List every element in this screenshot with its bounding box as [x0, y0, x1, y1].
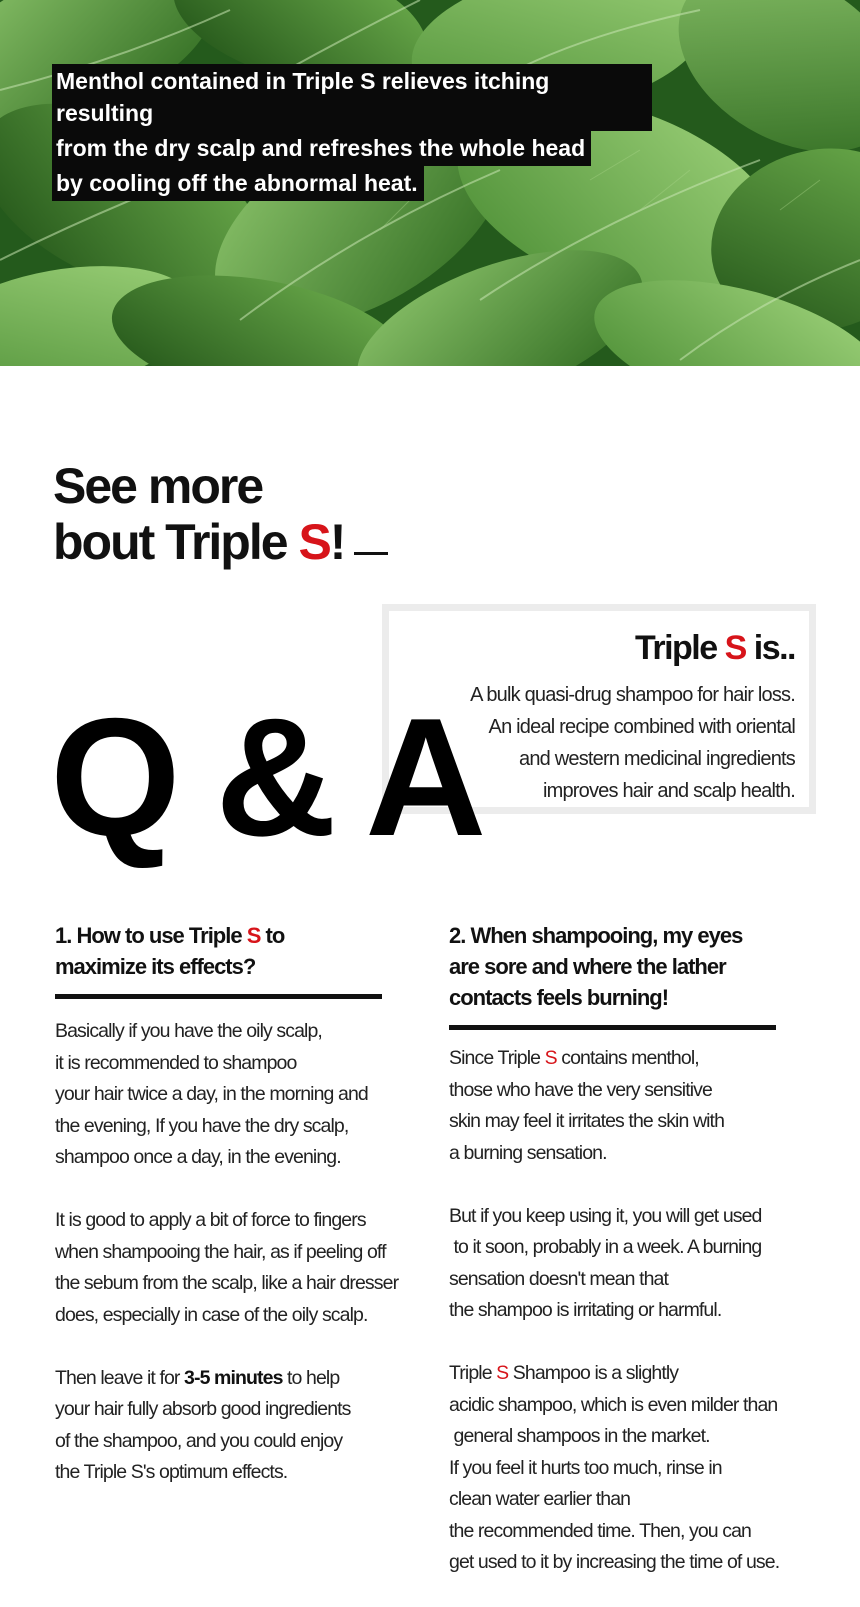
answer-line: to it soon, probably in a week. A burning [449, 1236, 762, 1258]
answer-line: does, especially in case of the oily scalp. [55, 1303, 368, 1326]
headline-exclamation: ! [329, 514, 345, 570]
question-2-divider [449, 1025, 776, 1030]
answer-line: the Triple S's optimum effects. [55, 1461, 288, 1483]
answer-line: If you feel it hurts too much, rinse in [449, 1456, 722, 1479]
accent-s: S [544, 1047, 557, 1069]
answer-line: general shampoos in the market. [449, 1425, 710, 1447]
answer-text: Shampoo is a slightly [508, 1362, 679, 1384]
info-title-suffix: is.. [745, 629, 795, 667]
answer-text: to help [282, 1366, 340, 1389]
q1-title-accent-s: S [246, 923, 261, 948]
answer-line: sensation doesn't mean that [449, 1267, 669, 1290]
question-1-column [55, 920, 400, 1489]
headline-line-1: See more [53, 458, 263, 514]
answer-text: Then leave it for [55, 1366, 185, 1389]
info-line: A bulk quasi-drug shampoo for hair loss. [470, 684, 795, 706]
answer-text: Since Triple [449, 1047, 545, 1069]
answer-line: your hair fully absorb good ingredients [55, 1398, 351, 1420]
accent-s: S [496, 1362, 509, 1384]
answer-line: shampoo once a day, in the evening. [55, 1146, 341, 1168]
q1-title-text: 1. How to use Triple [55, 923, 247, 948]
question-2-title [449, 920, 819, 1013]
question-2-column [449, 920, 819, 1579]
answer-line: skin may feel it irritates the skin with [449, 1110, 725, 1132]
hero-caption-line-1: Menthol contained in Triple S relieves itching resulting [52, 64, 652, 131]
q1-title-line-2: maximize its effects? [55, 954, 256, 979]
answer-line: Basically if you have the oily scalp, [55, 1020, 322, 1042]
hero-caption-line-3: by cooling off the abnormal heat. [52, 166, 424, 201]
q2-title-line: are sore and where the lather [449, 954, 726, 979]
answer-line: get used to it by increasing the time of use. [449, 1551, 780, 1573]
headline-underscore-dash [354, 552, 388, 555]
hero-caption-line-2: from the dry scalp and refreshes the whole head [52, 131, 591, 166]
question-1-divider [55, 994, 382, 999]
answer-2-paragraph-1 [449, 1043, 819, 1169]
info-title-accent-s: S [724, 629, 746, 667]
info-line: An ideal recipe combined with oriental [488, 716, 795, 738]
answer-line: when shampooing the hair, as if peeling off [55, 1240, 386, 1263]
section-headline [53, 458, 388, 570]
hero-mint-leaves-banner [0, 0, 860, 366]
q2-title-line: 2. When shampooing, my eyes [449, 923, 743, 948]
answer-line [55, 1363, 400, 1395]
answer-line: your hair twice a day, in the morning and [55, 1083, 368, 1105]
answer-line: of the shampoo, and you could enjoy [55, 1429, 343, 1452]
answer-2-paragraph-3 [449, 1358, 819, 1579]
answer-line: the shampoo is irritating or harmful. [449, 1299, 722, 1321]
answer-line: But if you keep using it, you will get used [449, 1204, 762, 1227]
info-box-title [389, 625, 795, 671]
qa-heading: Q & A [50, 683, 481, 871]
q2-title-line: contacts feels burning! [449, 985, 669, 1010]
info-line: improves hair and scalp health. [542, 780, 795, 802]
answer-text: Triple [449, 1362, 497, 1384]
answer-line: those who have the very sensitive [449, 1078, 712, 1101]
answer-line [449, 1358, 819, 1390]
answer-1-paragraph-2 [55, 1205, 400, 1331]
answer-line: the sebum from the scalp, like a hair dresser [55, 1272, 399, 1294]
answer-line: clean water earlier than [449, 1488, 631, 1510]
answer-line: acidic shampoo, which is even milder than [449, 1393, 778, 1416]
answer-line: the evening, If you have the dry scalp, [55, 1114, 349, 1137]
answer-line [449, 1043, 819, 1075]
duration-highlight: 3-5 minutes [184, 1366, 283, 1389]
answer-1-paragraph-1 [55, 1016, 400, 1174]
headline-line-2 [53, 514, 388, 570]
info-title-text: Triple [634, 629, 725, 667]
q1-title-suffix: to [260, 923, 285, 948]
info-line: and western medicinal ingredients [519, 748, 795, 770]
answer-line: it is recommended to shampoo [55, 1051, 297, 1074]
hero-caption [52, 64, 652, 201]
headline-accent-s: S [298, 514, 330, 570]
answer-line: It is good to apply a bit of force to fingers [55, 1209, 366, 1231]
answer-1-paragraph-3 [55, 1363, 400, 1489]
answer-2-paragraph-2 [449, 1201, 819, 1327]
answer-text: contains menthol, [556, 1047, 699, 1069]
headline-text: bout Triple [53, 514, 299, 570]
answer-line: the recommended time. Then, you can [449, 1519, 751, 1542]
question-1-title [55, 920, 400, 982]
answer-line: a burning sensation. [449, 1141, 607, 1164]
